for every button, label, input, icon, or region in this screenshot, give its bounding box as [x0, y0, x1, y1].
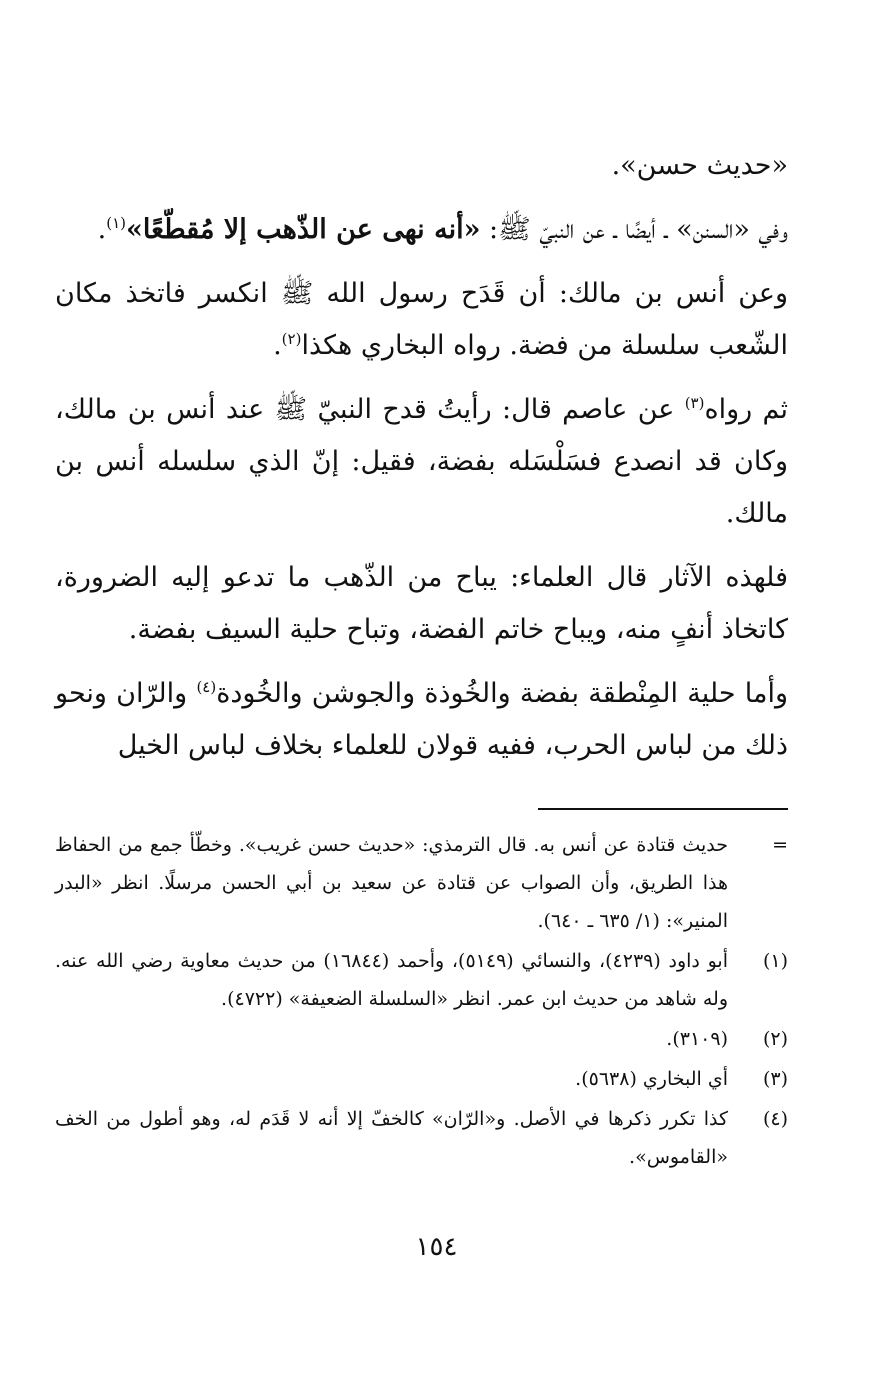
footnote-ref[interactable]: (١) [106, 214, 127, 232]
footnote-text: أبو داود (٤٢٣٩)، والنسائي (٥١٤٩)، وأحمد (١٦٨٤٤) من حديث معاوية رضي الله عنه. وله شاهد من حديث ابن عمر. انظر «السلسلة الضعيفة» (٤٧٢٢). [55, 950, 728, 1010]
footnote-text: كذا تكرر ذكرها في الأصل. و«الرّان» كالخفّ إلا أنه لا قَدَم له، وهو أطول من الخف «القاموس». [55, 1108, 728, 1168]
footnote-number: = [772, 834, 788, 856]
footnote [55, 942, 788, 1018]
footnote [55, 1100, 788, 1176]
paragraph: وأما حلية المِنْطقة بفضة والخُوذة والجوشن والخُودة$^{(٤)}$ والرّان ونحو ذلك من لباس الحرب، ففيه قولان للعلماء بخلاف لباس الخيل [55, 678, 788, 761]
footnote [55, 1060, 788, 1098]
footnote-number: (٢) [762, 1028, 788, 1050]
footnote [55, 826, 788, 940]
page-number: ١٥٤ [415, 1232, 458, 1262]
footnote-number: (١) [762, 950, 788, 972]
footnote-number: (٤) [762, 1108, 788, 1130]
paragraph: وفي «السنن» ـ أيضًا ـ عن النبيّ ﷺ: «أنه نهى عن الذّهب إلا مُقطّعًا»$^{(١)}$. [97, 214, 788, 245]
paragraph: وعن أنس بن مالك: أن قَدَح رسول الله ﷺ انكسر فاتخذ مكان الشّعب سلسلة من فضة. رواه البخاري هكذا$^{(٢)}$. [55, 278, 788, 361]
paragraph: «حديث حسن». [611, 150, 788, 181]
main-text [55, 140, 788, 784]
bold-quote: «أنه نهى عن الذّهب إلا مُقطّعًا» [126, 214, 481, 245]
footnote-number: (٣) [762, 1068, 788, 1090]
footnote-text: أي البخاري (٥٦٣٨). [575, 1068, 728, 1090]
footnote-ref[interactable]: (٢) [281, 330, 302, 348]
footnotes [55, 826, 788, 1178]
footnote [55, 1020, 788, 1058]
footnote-ref[interactable]: (٣) [684, 394, 705, 412]
footnote-ref[interactable]: (٤) [196, 678, 217, 696]
footnote-text: (٣١٠٩). [666, 1028, 728, 1050]
paragraph: ثم رواه$^{(٣)}$ عن عاصم قال: رأيتُ قدح النبيّ ﷺ عند أنس بن مالك، وكان قد انصدع فسَلْسَله بفضة، فقيل: إنّ الذي سلسله أنس بن مالك. [55, 394, 788, 529]
paragraph: فلهذه الآثار قال العلماء: يباح من الذّهب ما تدعو إليه الضرورة، كاتخاذ أنفٍ منه، ويباح خاتم الفضة، وتباح حلية السيف بفضة. [55, 562, 788, 645]
footnote-divider [538, 808, 788, 810]
footnote-text: حديث قتادة عن أنس به. قال الترمذي: «حديث حسن غريب». وخطّأ جمع من الحفاظ هذا الطريق، وأن الصواب عن قتادة عن سعيد بن أبي الحسن مرسلًا. انظر «البدر المنير»: (١/ ٦٣٥ ـ ٦٤٠). [55, 834, 728, 932]
